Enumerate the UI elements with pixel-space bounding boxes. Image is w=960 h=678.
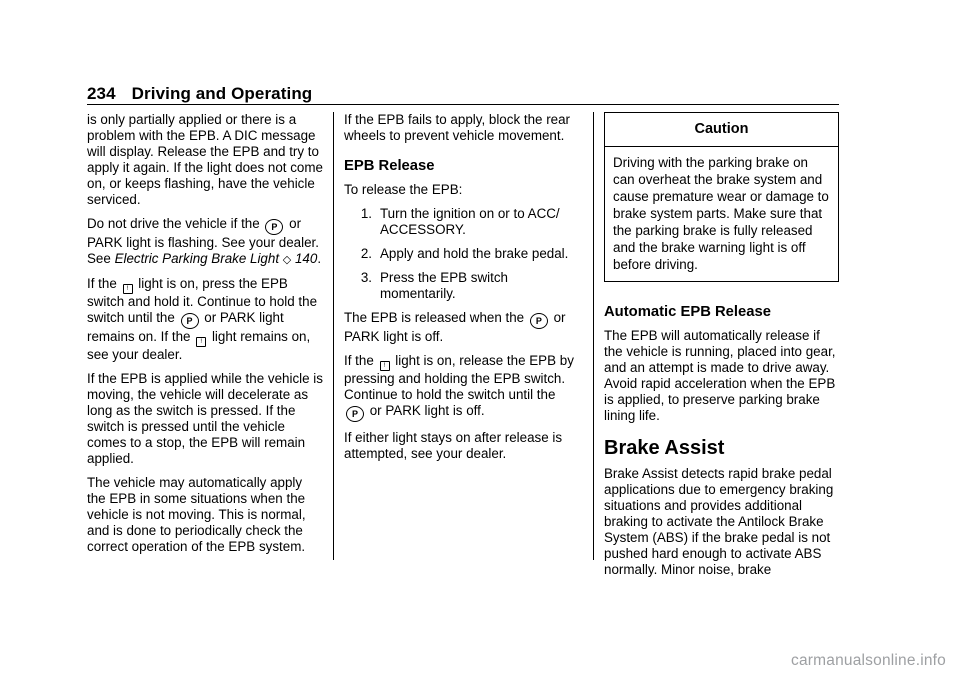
column-1 xyxy=(87,112,323,563)
text: or PARK light is flashing. See your dealer. See xyxy=(87,216,319,266)
text: If the xyxy=(87,276,117,291)
step-text: Turn the ignition on or to ACC/ ACCESSORY. xyxy=(380,206,560,237)
step-text: Apply and hold the brake pedal. xyxy=(380,246,569,261)
paragraph: The EPB will automatically release if the vehicle is running, placed into gear, and an attempt is made to drive away. Avoid rapid acceleration when the EPB is applied, to preserve parking brake lining life. xyxy=(604,328,836,423)
page-header xyxy=(87,84,312,104)
section-heading-large: Brake Assist xyxy=(604,437,725,459)
paragraph: The vehicle may automatically apply the EPB in some situations when the vehicle is not moving. This is normal, and is done to periodically check the correct operation of the EPB system. xyxy=(87,475,306,554)
page-number: 234 xyxy=(87,84,116,103)
service-brake-icon: ! xyxy=(123,284,133,294)
column-divider-2 xyxy=(593,112,594,560)
step-number: 1. xyxy=(360,206,372,221)
list-item xyxy=(344,246,580,262)
paragraph: is only partially applied or there is a problem with the EPB. A DIC message will display. Release the EPB and try to apply it again. If the light does not come on, or keeps flashing, have the vehicle serviced. xyxy=(87,112,323,207)
caution-title: Caution xyxy=(605,113,838,147)
text: or PARK light is off. xyxy=(369,403,485,418)
paragraph: To release the EPB: xyxy=(344,182,463,197)
service-brake-icon: ! xyxy=(196,337,206,347)
paragraph: If the EPB fails to apply, block the rear wheels to prevent vehicle movement. xyxy=(344,112,571,143)
section-heading: EPB Release xyxy=(344,158,435,174)
text: Do not drive the vehicle if the xyxy=(87,216,260,231)
park-brake-icon: P xyxy=(346,406,364,422)
text: light is on, press the EPB switch and hold it. Continue to hold the switch until the xyxy=(87,276,318,325)
caution-box xyxy=(604,112,839,282)
step-text: Press the EPB switch momentarily. xyxy=(380,270,509,301)
paragraph: Brake Assist detects rapid brake pedal applications due to emergency braking situations and provides additional braking to activate the Antilock Brake System (ABS) if the brake pedal is not pushed hard enough to activate ABS normally. Minor noise, brake xyxy=(604,466,834,577)
text: light remains on, see your dealer. xyxy=(87,329,311,362)
caution-body: Driving with the parking brake on can overheat the brake system and cause premature wear or damage to brake system parts. Make sure that the parking brake is fully released and the brake warning light is off before driving. xyxy=(613,155,829,272)
step-number: 3. xyxy=(360,270,372,285)
column-2 xyxy=(344,112,580,470)
text: The EPB is released when the xyxy=(344,310,525,325)
watermark: carmanualsonline.info xyxy=(791,652,946,669)
step-number: 2. xyxy=(360,246,372,261)
paragraph xyxy=(344,310,580,345)
park-brake-icon: P xyxy=(265,219,283,235)
column-divider-1 xyxy=(333,112,334,560)
cross-reference-page[interactable]: 140 xyxy=(294,251,318,266)
text: or PARK light remains on. If the xyxy=(87,310,284,344)
steps-list xyxy=(344,206,580,302)
park-brake-icon: P xyxy=(181,313,199,329)
paragraph xyxy=(344,353,580,422)
column-3 xyxy=(604,112,840,586)
text: If the xyxy=(344,353,374,368)
list-item xyxy=(344,206,580,238)
paragraph: Do not drive the vehicle if the P or PARK light is flashing. See your dealer. See Electric Parking Brake Light ◇ 140. xyxy=(87,216,322,266)
cross-reference-link[interactable]: Electric Parking Brake Light xyxy=(114,251,280,266)
section-title: Driving and Operating xyxy=(131,84,313,103)
page-ref-arrow-icon: ◇ xyxy=(282,254,292,266)
header-rule xyxy=(87,104,839,105)
paragraph: If the EPB is applied while the vehicle is moving, the vehicle will decelerate as long as the switch is pressed. If the switch is pressed until the vehicle comes to a stop, the EPB will remain applied. xyxy=(87,371,323,466)
service-brake-icon: ! xyxy=(380,361,390,371)
list-item xyxy=(344,270,580,302)
paragraph: If either light stays on after release is attempted, see your dealer. xyxy=(344,430,563,461)
text: light is on, release the EPB by pressing and holding the EPB switch. Continue to hold the switch until the xyxy=(344,353,574,402)
section-heading: Automatic EPB Release xyxy=(604,304,771,320)
paragraph xyxy=(87,276,323,363)
text: or PARK light is off. xyxy=(344,310,566,344)
park-brake-icon: P xyxy=(530,313,548,329)
